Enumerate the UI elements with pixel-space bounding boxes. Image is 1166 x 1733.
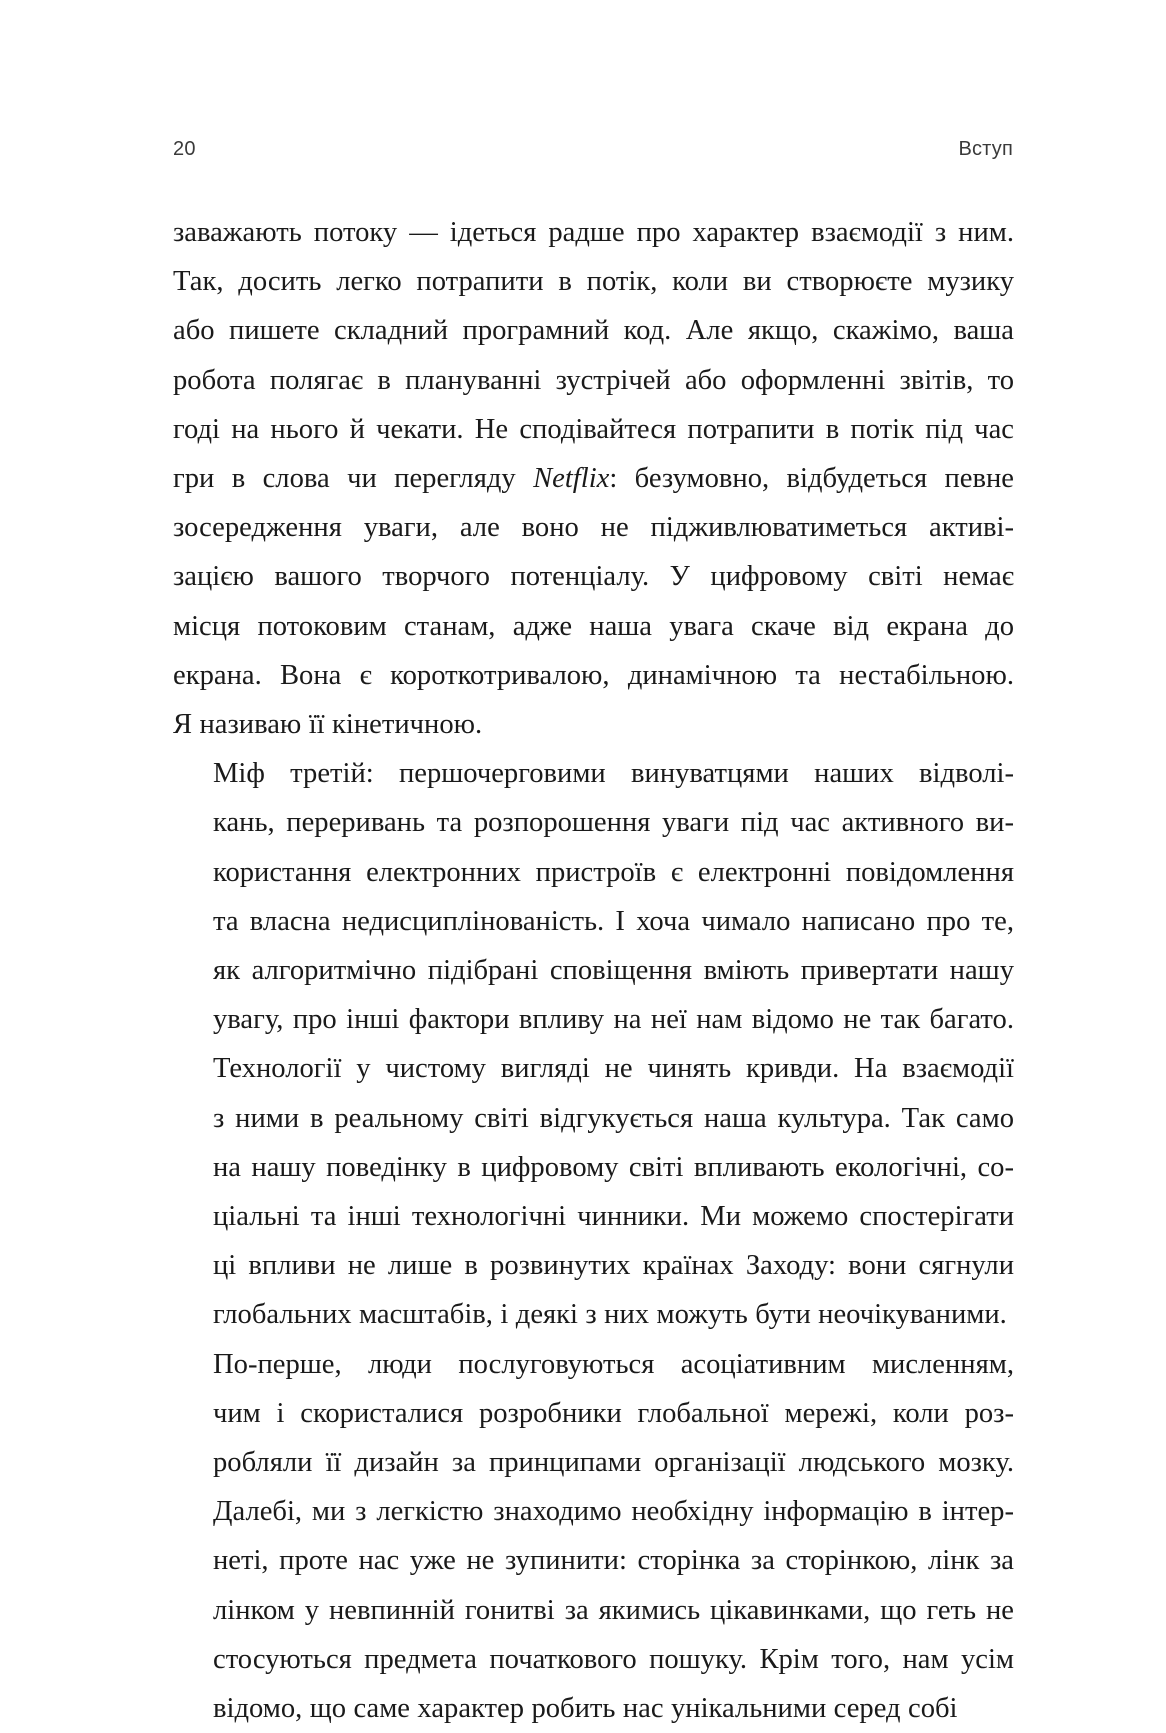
text-line: кань, переривань та розпорошення уваги під час активного ви-	[213, 807, 1014, 839]
text-line: відомо, що саме характер робить нас унікальними серед собі	[213, 1693, 958, 1725]
text-line: робота полягає в плануванні зустрічей або оформленні звітів, то	[173, 364, 1014, 396]
text-line: та власна недисциплінованість. І хоча чимало написано про те,	[213, 905, 1014, 937]
text-line: зосередження уваги, але воно не підживлюватиметься активі-	[173, 512, 1014, 544]
chapter-title: Вступ	[958, 138, 1013, 160]
text-line: глобальних масштабів, і деякі з них можуть бути неочікуваними.	[213, 1299, 1007, 1331]
text-line: ціальні та інші технологічні чинники. Ми можемо спостерігати	[213, 1201, 1014, 1233]
line-segment: : безумовно, відбудеться певне	[609, 463, 1014, 495]
line-segment: гри в слова чи перегляду	[173, 463, 534, 495]
text-line: з ними в реальному світі відгукується наша культура. Так само	[213, 1102, 1014, 1134]
text-line: чим і скористалися розробники глобальної мережі, коли роз-	[213, 1397, 1014, 1429]
text-line: увагу, про інші фактори впливу на неї нам відомо не так багато.	[213, 1004, 1014, 1036]
text-line: як алгоритмічно підібрані сповіщення вміють привертати нашу	[213, 955, 1014, 987]
text-line: годі на нього й чекати. Не сподівайтеся потрапити в потік під час	[173, 413, 1014, 445]
paragraph-1	[173, 208, 1014, 749]
body-text-block	[173, 208, 1014, 1733]
text-line: Технології у чистому вигляді не чинять кривди. На взаємодії	[213, 1053, 1014, 1085]
text-line: Міф третій: першочерговими винуватцями наших відволі-	[213, 758, 1014, 790]
text-line: Далебі, ми з легкістю знаходимо необхідну інформацію в інтер-	[213, 1496, 1014, 1528]
text-line: лінком у невпинній гонитві за якимись цікавинками, що геть не	[213, 1594, 1014, 1626]
text-line: місця потоковим станам, адже наша увага скаче від екрана до	[173, 610, 1014, 642]
text-line: робляли її дизайн за принципами організації людського мозку.	[213, 1447, 1014, 1479]
netflix-title: Netflix	[533, 463, 610, 495]
text-line: екрана. Вона є короткотривалою, динамічною та нестабільною.	[173, 659, 1014, 691]
text-line: зацією вашого творчого потенціалу. У цифровому світі немає	[173, 561, 1014, 593]
text-line: ці впливи не лише в розвинутих країнах Заходу: вони сягнули	[213, 1250, 1014, 1282]
text-line: заважають потоку — ідеться радше про характер взаємодії з ним.	[173, 217, 1014, 248]
text-line: стосуються предмета початкового пошуку. Крім того, нам усім	[213, 1643, 1014, 1675]
text-line: По-перше, люди послуговуються асоціативним мисленням,	[213, 1348, 1014, 1380]
paragraph-2	[173, 749, 1014, 1339]
text-line: Так, досить легко потрапити в потік, коли ви створюєте музику	[173, 266, 1014, 298]
running-head	[173, 138, 1013, 161]
text-line: користання електронних пристроїв є електронні повідомлення	[213, 856, 1014, 888]
text-line-with-italic	[173, 454, 1014, 503]
text-line: Я називаю її кінетичною.	[173, 709, 483, 741]
text-line: на нашу поведінку в цифровому світі впливають екологічні, со-	[213, 1151, 1014, 1183]
text-line: або пишете складний програмний код. Але якщо, скажімо, ваша	[173, 315, 1014, 347]
page-number: 20	[173, 138, 196, 160]
text-line: неті, проте нас уже не зупинити: сторінка за сторінкою, лінк за	[213, 1545, 1014, 1577]
paragraph-3	[173, 1340, 1014, 1733]
